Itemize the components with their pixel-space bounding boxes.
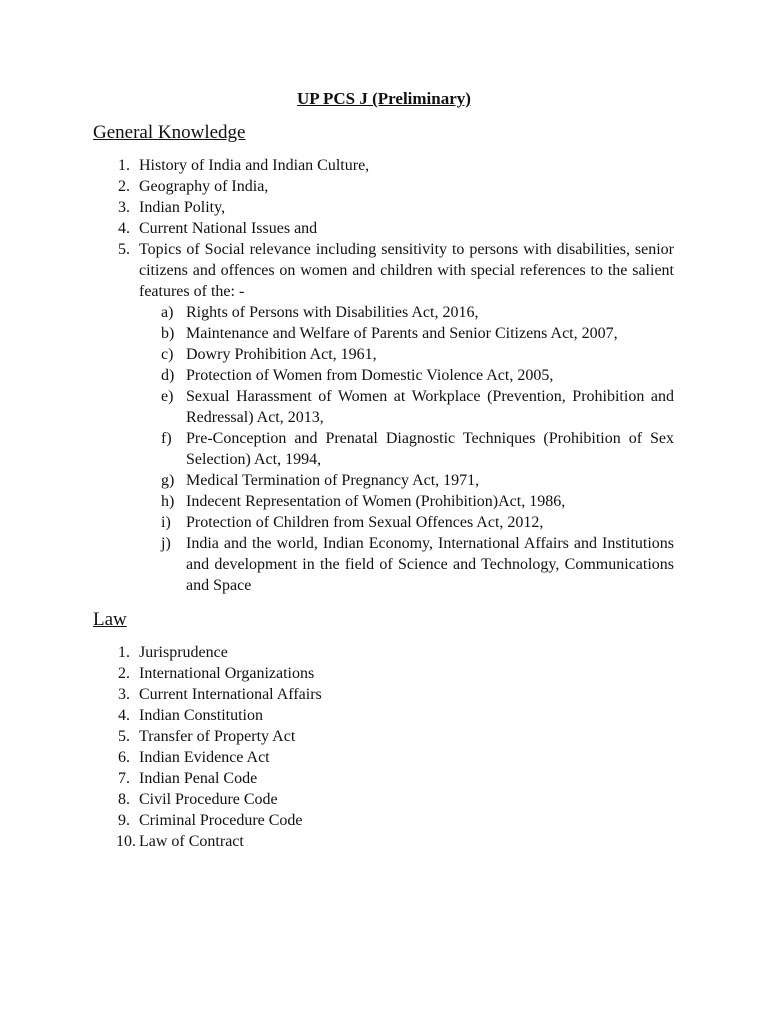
list-item-text: Law of Contract	[139, 833, 244, 850]
list-item-text: Current International Affairs	[139, 686, 322, 703]
list-item-text: Criminal Procedure Code	[139, 812, 303, 829]
list-number: 4.	[118, 707, 130, 724]
list-item-text: History of India and Indian Culture,	[139, 157, 370, 174]
sublist-item	[139, 386, 674, 428]
sublist-letter: i)	[161, 514, 171, 531]
list-item	[93, 831, 674, 852]
list-item-text: Civil Procedure Code	[139, 791, 278, 808]
sublist-item	[139, 365, 674, 386]
sublist-item-text: Protection of Women from Domestic Violence Act, 2005,	[186, 367, 554, 384]
sublist-item-text: Maintenance and Welfare of Parents and Senior Citizens Act, 2007,	[186, 325, 618, 342]
sublist-letter: j)	[161, 535, 171, 552]
sublist-item-text: India and the world, Indian Economy, International Affairs and Institutions and development in the field of Science and Technology, Communications and Space	[186, 535, 674, 594]
list-item-text: Indian Penal Code	[139, 770, 258, 787]
list-item-text: Topics of Social relevance including sensitivity to persons with disabilities, senior citizens and offences on women and children with special references to the salient features of the: -	[139, 241, 674, 300]
sublist-letter: b)	[161, 325, 175, 342]
list-item	[93, 810, 674, 831]
list-number: 2.	[118, 178, 130, 195]
list-number: 3.	[118, 199, 130, 216]
sublist-item	[139, 428, 674, 470]
list-item	[93, 768, 674, 789]
sublist-letter: e)	[161, 388, 174, 405]
list-item-text: Transfer of Property Act	[139, 728, 296, 745]
list-number: 2.	[118, 665, 130, 682]
sublist-item	[139, 491, 674, 512]
sublist-item-text: Medical Termination of Pregnancy Act, 1971,	[186, 472, 480, 489]
sublist-letter: c)	[161, 346, 174, 363]
list-item	[93, 789, 674, 810]
list-number: 1.	[118, 644, 130, 661]
list-item-text: Indian Evidence Act	[139, 749, 270, 766]
list-item	[93, 176, 674, 197]
list-number: 1.	[118, 157, 130, 174]
sublist-item	[139, 302, 674, 323]
list-item	[93, 642, 674, 663]
list-number: 5.	[118, 241, 130, 258]
list-number: 5.	[118, 728, 130, 745]
list-item-text: International Organizations	[139, 665, 315, 682]
sublist-item-text: Sexual Harassment of Women at Workplace (Prevention, Prohibition and Redressal) Act, 2013,	[186, 388, 674, 426]
list-number: 6.	[118, 749, 130, 766]
sublist-letter: a)	[161, 304, 174, 321]
sublist-item	[139, 344, 674, 365]
list-item-text: Indian Polity,	[139, 199, 226, 216]
list-item-text: Geography of India,	[139, 178, 269, 195]
list-item	[93, 705, 674, 726]
list-item	[93, 684, 674, 705]
list-number: 8.	[118, 791, 130, 808]
act-sublist	[139, 302, 674, 596]
sublist-item	[139, 533, 674, 596]
section-heading-general-knowledge: General Knowledge	[93, 122, 246, 143]
document-title: UP PCS J (Preliminary)	[297, 89, 471, 108]
sublist-item-text: Protection of Children from Sexual Offences Act, 2012,	[186, 514, 544, 531]
sublist-letter: d)	[161, 367, 175, 384]
list-number: 9.	[118, 812, 130, 829]
list-item-text: Jurisprudence	[139, 644, 228, 661]
list-number: 7.	[118, 770, 130, 787]
list-item	[93, 218, 674, 239]
sublist-letter: f)	[161, 430, 172, 447]
list-item	[93, 155, 674, 176]
sublist-item-text: Pre-Conception and Prenatal Diagnostic Techniques (Prohibition of Sex Selection) Act, 1994,	[186, 430, 674, 468]
list-number: 3.	[118, 686, 130, 703]
sublist-item	[139, 323, 674, 344]
sublist-item	[139, 470, 674, 491]
sublist-item-text: Rights of Persons with Disabilities Act, 2016,	[186, 304, 479, 321]
list-item	[93, 747, 674, 768]
list-item-text: Indian Constitution	[139, 707, 263, 724]
list-number: 4.	[118, 220, 130, 237]
law-list	[93, 642, 674, 852]
sublist-letter: g)	[161, 472, 175, 489]
list-number: 10.	[116, 833, 136, 850]
general-knowledge-list	[93, 155, 674, 596]
sublist-item	[139, 512, 674, 533]
sublist-item-text: Dowry Prohibition Act, 1961,	[186, 346, 377, 363]
list-item	[93, 663, 674, 684]
list-item	[93, 726, 674, 747]
sublist-item-text: Indecent Representation of Women (Prohibition)Act, 1986,	[186, 493, 566, 510]
list-item	[93, 239, 674, 596]
sublist-letter: h)	[161, 493, 175, 510]
list-item	[93, 197, 674, 218]
list-item-text: Current National Issues and	[139, 220, 318, 237]
section-heading-law: Law	[93, 609, 127, 630]
